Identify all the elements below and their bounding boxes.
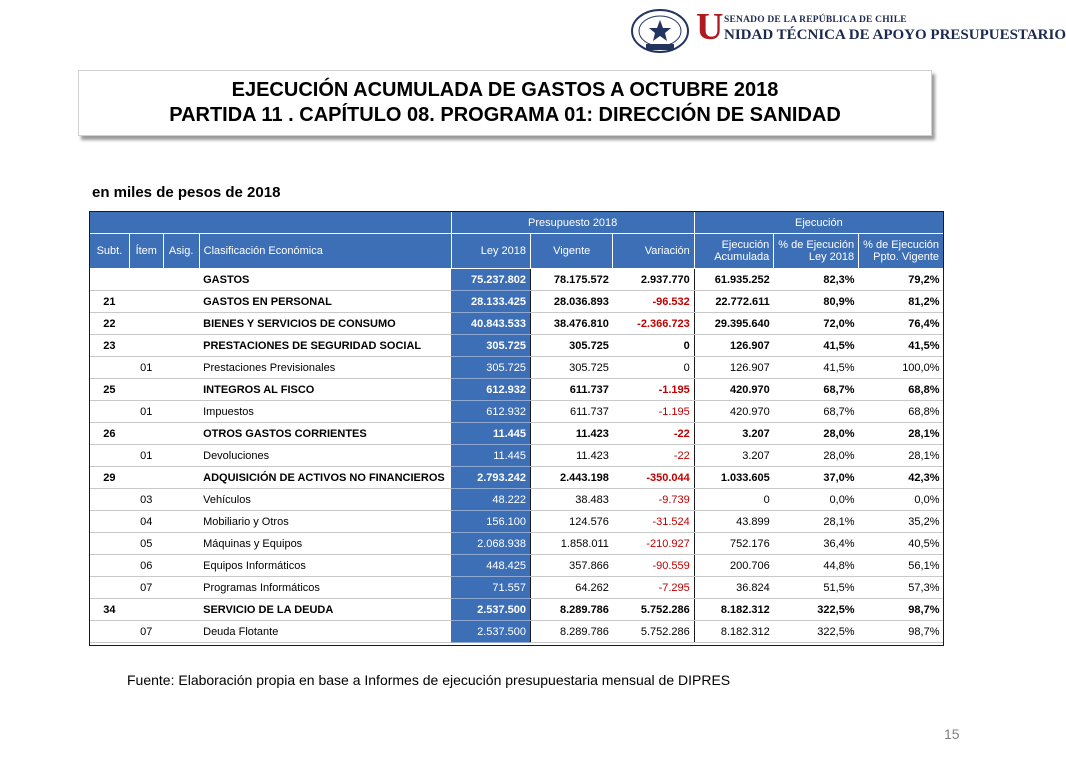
cell-pct-vigente: 98,7% <box>859 599 944 621</box>
col-pct-vigente-l2: Ppto. Vigente <box>873 251 939 263</box>
cell-subt <box>90 357 130 379</box>
cell-item: 07 <box>129 577 163 599</box>
cell-asig <box>163 445 199 467</box>
cell-vigente: 28.036.893 <box>531 291 613 313</box>
cell-asig <box>163 467 199 489</box>
cell-pct-vigente: 68,8% <box>859 401 944 423</box>
cell-item <box>129 291 163 313</box>
cell-item <box>129 599 163 621</box>
cell-ley: 612.932 <box>451 401 530 423</box>
cell-asig <box>163 533 199 555</box>
cell-ejecucion: 61.935.252 <box>694 269 774 291</box>
col-clasificacion: Clasificación Económica <box>199 234 451 269</box>
table-row <box>90 357 944 379</box>
cell-clasificacion: GASTOS <box>199 269 451 291</box>
cell-pct-ley: 0,0% <box>774 489 859 511</box>
cell-pct-ley: 41,5% <box>774 357 859 379</box>
cell-pct-vigente: 76,4% <box>859 313 944 335</box>
cell-pct-ley: 36,4% <box>774 533 859 555</box>
slide-title-line1: EJECUCIÓN ACUMULADA DE GASTOS A OCTUBRE 2018 <box>231 79 779 101</box>
cell-subt: 25 <box>90 379 130 401</box>
cell-asig <box>163 489 199 511</box>
cell-item: 05 <box>129 533 163 555</box>
cell-pct-vigente: 28,1% <box>859 445 944 467</box>
cell-pct-ley: 80,9% <box>774 291 859 313</box>
cell-asig <box>163 511 199 533</box>
cell-variacion: -7.295 <box>613 577 694 599</box>
cell-asig <box>163 291 199 313</box>
cell-ley: 612.932 <box>451 379 530 401</box>
cell-ley: 305.725 <box>451 357 530 379</box>
table-row <box>90 291 944 313</box>
cell-ejecucion: 126.907 <box>694 335 774 357</box>
cell-vigente: 305.725 <box>531 335 613 357</box>
cell-asig <box>163 313 199 335</box>
cell-variacion: 2.937.770 <box>613 269 694 291</box>
page-number: 15 <box>944 726 960 742</box>
cell-subt: 34 <box>90 599 130 621</box>
cell-variacion: -350.044 <box>613 467 694 489</box>
cell-vigente: 78.175.572 <box>531 269 613 291</box>
cell-subt <box>90 269 130 291</box>
cell-ley: 40.843.533 <box>451 313 530 335</box>
cell-item <box>129 467 163 489</box>
cell-subt <box>90 555 130 577</box>
col-ley: Ley 2018 <box>451 234 530 269</box>
cell-ejecucion: 126.907 <box>694 357 774 379</box>
cell-pct-vigente: 28,1% <box>859 423 944 445</box>
cell-variacion: -2.366.723 <box>613 313 694 335</box>
cell-pct-ley: 28,0% <box>774 423 859 445</box>
cell-ejecucion: 29.395.640 <box>694 313 774 335</box>
cell-vigente: 11.423 <box>531 445 613 467</box>
table-row <box>90 533 944 555</box>
cell-subt: 23 <box>90 335 130 357</box>
cell-subt: 29 <box>90 467 130 489</box>
cell-pct-ley: 68,7% <box>774 379 859 401</box>
slide-title-box <box>78 70 932 136</box>
cell-vigente: 38.476.810 <box>531 313 613 335</box>
cell-vigente: 8.289.786 <box>531 621 613 643</box>
col-pct-vigente-l1: % de Ejecución <box>863 239 939 251</box>
brand-logo-letter: U <box>696 6 724 48</box>
cell-ejecucion: 43.899 <box>694 511 774 533</box>
cell-asig <box>163 423 199 445</box>
col-subt: Subt. <box>90 234 130 269</box>
cell-pct-ley: 322,5% <box>774 621 859 643</box>
cell-asig <box>163 577 199 599</box>
cell-ley: 2.068.938 <box>451 533 530 555</box>
cell-asig <box>163 621 199 643</box>
cell-clasificacion: INTEGROS AL FISCO <box>199 379 451 401</box>
cell-asig <box>163 599 199 621</box>
cell-subt: 21 <box>90 291 130 313</box>
table-row <box>90 599 944 621</box>
cell-ley: 2.793.242 <box>451 467 530 489</box>
table-row <box>90 489 944 511</box>
table-row <box>90 313 944 335</box>
col-variacion: Variación <box>613 234 694 269</box>
cell-clasificacion: Impuestos <box>199 401 451 423</box>
cell-pct-vigente: 79,2% <box>859 269 944 291</box>
cell-clasificacion: Equipos Informáticos <box>199 555 451 577</box>
cell-pct-ley: 37,0% <box>774 467 859 489</box>
cell-clasificacion: SERVICIO DE LA DEUDA <box>199 599 451 621</box>
cell-subt <box>90 489 130 511</box>
cell-ejecucion: 420.970 <box>694 401 774 423</box>
cell-clasificacion: Mobiliario y Otros <box>199 511 451 533</box>
cell-variacion: -1.195 <box>613 401 694 423</box>
table-row <box>90 577 944 599</box>
cell-pct-vigente: 40,5% <box>859 533 944 555</box>
cell-pct-vigente: 0,0% <box>859 489 944 511</box>
cell-item: 04 <box>129 511 163 533</box>
cell-ejecucion: 8.182.312 <box>694 621 774 643</box>
table-header-group-row <box>90 212 944 234</box>
cell-item <box>129 423 163 445</box>
cell-clasificacion: Máquinas y Equipos <box>199 533 451 555</box>
cell-clasificacion: BIENES Y SERVICIOS DE CONSUMO <box>199 313 451 335</box>
cell-item: 06 <box>129 555 163 577</box>
cell-pct-ley: 28,0% <box>774 445 859 467</box>
cell-pct-ley: 82,3% <box>774 269 859 291</box>
cell-vigente: 305.725 <box>531 357 613 379</box>
cell-pct-vigente: 35,2% <box>859 511 944 533</box>
cell-pct-ley: 44,8% <box>774 555 859 577</box>
cell-pct-vigente: 81,2% <box>859 291 944 313</box>
source-note: Fuente: Elaboración propia en base a Informes de ejecución presupuestaria mensual de DIPRES <box>127 672 731 688</box>
cell-pct-vigente: 42,3% <box>859 467 944 489</box>
cell-clasificacion: Programas Informáticos <box>199 577 451 599</box>
cell-variacion: -210.927 <box>613 533 694 555</box>
cell-variacion: -22 <box>613 423 694 445</box>
cell-pct-ley: 68,7% <box>774 401 859 423</box>
brand-logo-line1: SENADO DE LA REPÚBLICA DE CHILE <box>724 15 907 25</box>
cell-clasificacion: PRESTACIONES DE SEGURIDAD SOCIAL <box>199 335 451 357</box>
cell-variacion: -9.739 <box>613 489 694 511</box>
col-pct-vigente <box>859 234 944 269</box>
cell-ley: 11.445 <box>451 423 530 445</box>
cell-subt <box>90 577 130 599</box>
cell-asig <box>163 555 199 577</box>
cell-ejecucion: 8.182.312 <box>694 599 774 621</box>
col-vigente: Vigente <box>531 234 613 269</box>
cell-ejecucion: 1.033.605 <box>694 467 774 489</box>
cell-variacion: 0 <box>613 335 694 357</box>
senate-seal-logo <box>630 8 690 54</box>
cell-item <box>129 313 163 335</box>
cell-subt <box>90 445 130 467</box>
cell-asig <box>163 357 199 379</box>
cell-vigente: 38.483 <box>531 489 613 511</box>
cell-variacion: -96.532 <box>613 291 694 313</box>
cell-ley: 2.537.500 <box>451 599 530 621</box>
cell-subt <box>90 533 130 555</box>
table-row <box>90 555 944 577</box>
cell-clasificacion: Vehículos <box>199 489 451 511</box>
table-row <box>90 269 944 291</box>
cell-asig <box>163 335 199 357</box>
cell-item: 01 <box>129 401 163 423</box>
cell-ley: 448.425 <box>451 555 530 577</box>
cell-item: 01 <box>129 445 163 467</box>
cell-ejecucion: 3.207 <box>694 445 774 467</box>
table-row <box>90 467 944 489</box>
table-row <box>90 423 944 445</box>
cell-pct-vigente: 98,7% <box>859 621 944 643</box>
cell-ejecucion: 420.970 <box>694 379 774 401</box>
cell-subt <box>90 511 130 533</box>
cell-item <box>129 269 163 291</box>
cell-clasificacion: OTROS GASTOS CORRIENTES <box>199 423 451 445</box>
table-row <box>90 445 944 467</box>
cell-pct-ley: 322,5% <box>774 599 859 621</box>
cell-ley: 71.557 <box>451 577 530 599</box>
group-ejecucion: Ejecución <box>694 212 943 234</box>
cell-vigente: 64.262 <box>531 577 613 599</box>
cell-ejecucion: 200.706 <box>694 555 774 577</box>
cell-vigente: 1.858.011 <box>531 533 613 555</box>
cell-asig <box>163 269 199 291</box>
cell-vigente: 8.289.786 <box>531 599 613 621</box>
cell-clasificacion: Deuda Flotante <box>199 621 451 643</box>
cell-subt <box>90 621 130 643</box>
cell-ejecucion: 752.176 <box>694 533 774 555</box>
cell-subt: 22 <box>90 313 130 335</box>
cell-item: 01 <box>129 357 163 379</box>
cell-vigente: 11.423 <box>531 423 613 445</box>
col-ejecucion-l1: Ejecución <box>721 239 770 251</box>
cell-variacion: -22 <box>613 445 694 467</box>
cell-item <box>129 379 163 401</box>
cell-ley: 2.537.500 <box>451 621 530 643</box>
cell-clasificacion: ADQUISICIÓN DE ACTIVOS NO FINANCIEROS <box>199 467 451 489</box>
cell-pct-vigente: 100,0% <box>859 357 944 379</box>
cell-clasificacion: Devoluciones <box>199 445 451 467</box>
cell-ley: 156.100 <box>451 511 530 533</box>
cell-pct-vigente: 57,3% <box>859 577 944 599</box>
cell-item <box>129 335 163 357</box>
cell-variacion: -31.524 <box>613 511 694 533</box>
cell-asig <box>163 379 199 401</box>
col-pct-ley-l2: Ley 2018 <box>808 251 855 263</box>
cell-ejecucion: 22.772.611 <box>694 291 774 313</box>
cell-ejecucion: 0 <box>694 489 774 511</box>
col-item: Ítem <box>129 234 163 269</box>
col-pct-ley-l1: % de Ejecución <box>778 239 855 251</box>
cell-pct-vigente: 68,8% <box>859 379 944 401</box>
group-presupuesto: Presupuesto 2018 <box>451 212 694 234</box>
cell-pct-ley: 72,0% <box>774 313 859 335</box>
cell-vigente: 124.576 <box>531 511 613 533</box>
cell-asig <box>163 401 199 423</box>
cell-vigente: 357.866 <box>531 555 613 577</box>
table-row <box>90 401 944 423</box>
cell-variacion: 5.752.286 <box>613 621 694 643</box>
cell-variacion: -90.559 <box>613 555 694 577</box>
cell-pct-ley: 51,5% <box>774 577 859 599</box>
cell-ley: 305.725 <box>451 335 530 357</box>
cell-item: 07 <box>129 621 163 643</box>
table-row <box>90 621 944 643</box>
table-row <box>90 335 944 357</box>
cell-ley: 75.237.802 <box>451 269 530 291</box>
cell-variacion: -1.195 <box>613 379 694 401</box>
cell-ejecucion: 3.207 <box>694 423 774 445</box>
cell-variacion: 5.752.286 <box>613 599 694 621</box>
cell-vigente: 2.443.198 <box>531 467 613 489</box>
cell-ley: 11.445 <box>451 445 530 467</box>
col-asig: Asig. <box>163 234 199 269</box>
brand-logo-line2: NIDAD TÉCNICA DE APOYO PRESUPUESTARIO <box>724 27 1066 43</box>
cell-vigente: 611.737 <box>531 401 613 423</box>
cell-variacion: 0 <box>613 357 694 379</box>
cell-item: 03 <box>129 489 163 511</box>
units-caption: en miles de pesos de 2018 <box>92 184 281 201</box>
cell-ley: 28.133.425 <box>451 291 530 313</box>
table-row <box>90 379 944 401</box>
cell-pct-vigente: 41,5% <box>859 335 944 357</box>
cell-ejecucion: 36.824 <box>694 577 774 599</box>
table-body <box>90 269 944 643</box>
table-row <box>90 511 944 533</box>
cell-subt: 26 <box>90 423 130 445</box>
cell-pct-vigente: 56,1% <box>859 555 944 577</box>
cell-vigente: 611.737 <box>531 379 613 401</box>
cell-clasificacion: GASTOS EN PERSONAL <box>199 291 451 313</box>
cell-subt <box>90 401 130 423</box>
col-ejecucion-l2: Acumulada <box>714 251 770 263</box>
cell-pct-ley: 28,1% <box>774 511 859 533</box>
execution-table <box>89 211 944 643</box>
col-ejecucion <box>694 234 774 269</box>
table-header-row <box>90 234 944 269</box>
cell-pct-ley: 41,5% <box>774 335 859 357</box>
slide-title-line2: PARTIDA 11 . CAPÍTULO 08. PROGRAMA 01: DIRECCIÓN DE SANIDAD <box>169 104 841 126</box>
cell-clasificacion: Prestaciones Previsionales <box>199 357 451 379</box>
cell-ley: 48.222 <box>451 489 530 511</box>
col-pct-ley <box>774 234 859 269</box>
